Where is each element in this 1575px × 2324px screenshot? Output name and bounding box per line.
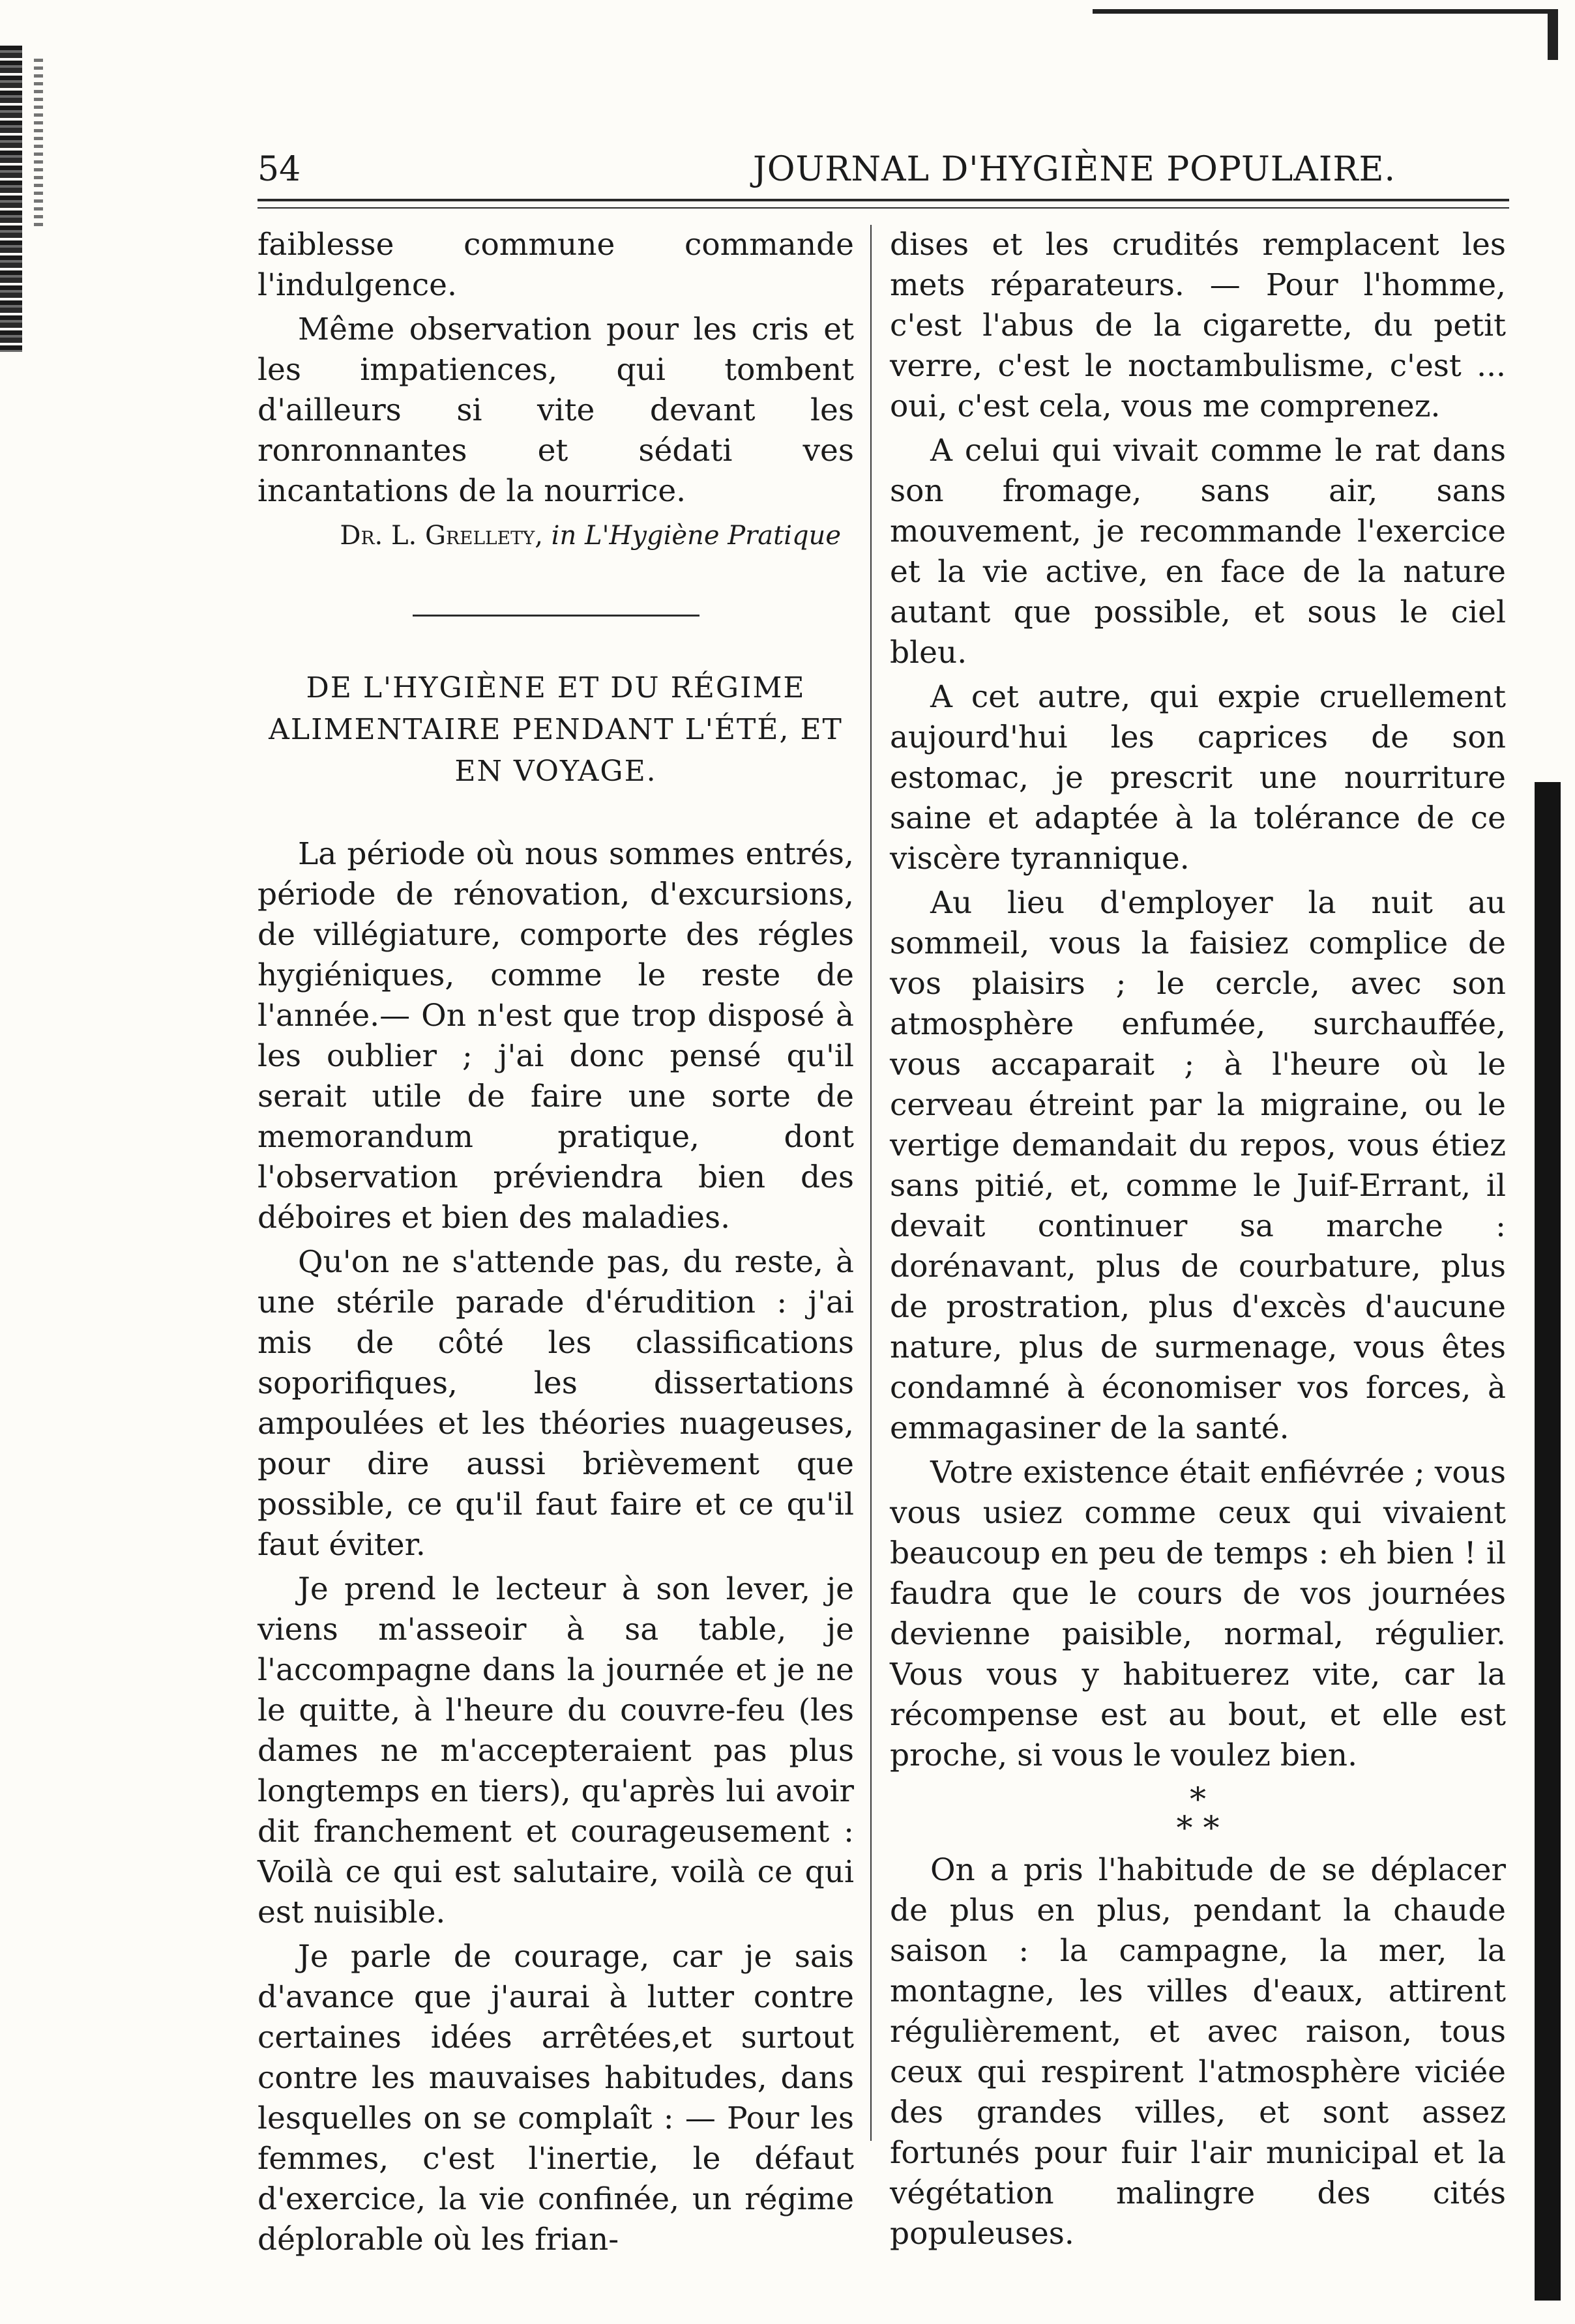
column-divider — [870, 225, 872, 2141]
page-header — [258, 137, 1509, 196]
paragraph: faiblesse commune commande l'indulgence. — [258, 227, 854, 303]
asterism-top: * — [1190, 1780, 1206, 1818]
author-name: Dr. L. Grellety, — [340, 521, 543, 551]
section-heading: DE L'HYGIÈNE ET DU RÉGIME ALIMENTAIRE PENDANT L'ÉTÉ, ET EN VOYAGE. — [269, 671, 843, 788]
scan-edge-corner — [1548, 9, 1558, 60]
paragraph: A celui qui vivait comme le rat dans son fromage, sans air, sans mouvement, je recommande l'exercice et la vie active, en face de la nature autant que possible, et sous le ciel bleu. — [890, 433, 1506, 671]
paragraph: dises et les crudités remplacent les mets réparateurs. — Pour l'homme, c'est l'abus de la cigarette, du petit verre, c'est le noctambulisme, c'est ... oui, c'est cela, vous me comprenez. — [890, 227, 1506, 424]
paragraph: Au lieu d'employer la nuit au sommeil, vous la faisiez complice de vos plaisirs ; le cercle, avec son atmosphère enfumée, surchauffée, vous accaparait ; à l'heure où le cerveau étreint par la migraine, ou le vertige demandait du repos, vous étiez sans pitié, et, comme le Juif-Errant, il devait continuer sa marche : dorénavant, plus de courbature, plus de prostration, plus d'excès d'aucune nature, plus de surmenage, vous êtes condamné à économiser vos forces, à emmagasiner de la santé. — [890, 885, 1506, 1446]
paragraph: Qu'on ne s'attende pas, du reste, à une stérile parade d'érudition : j'ai mis de côté les classifications soporifiques, les dissertations ampoulées et les théories nuageuses, pour dire aussi brièvement que possible, ce qu'il faut faire et ce qu'il faut éviter. — [258, 1244, 854, 1563]
paragraph: Je prend le lecteur à son lever, je viens m'asseoir à sa table, je l'accompagne dans la journée et je ne le quitte, à l'heure du couvre-feu (les dames ne m'accepteraient pas plus longtemps en tiers), qu'après lui avoir dit franchement et courageusement : Voilà ce qui est salutaire, voilà ce qui est nuisible. — [258, 1571, 854, 1930]
scan-edge-left — [0, 46, 22, 352]
paragraph: A cet autre, qui expie cruellement aujourd'hui les caprices de son estomac, je prescrit une nourriture saine et adaptée à la tolérance de ce viscère tyrannique. — [890, 679, 1506, 877]
page-number: 54 — [258, 150, 301, 189]
running-title: JOURNAL D'HYGIÈNE POPULAIRE. — [753, 150, 1396, 189]
asterism-bottom: * * — [1176, 1809, 1220, 1847]
scan-edge-right — [1535, 782, 1561, 2301]
header-rule-thin — [258, 207, 1509, 209]
source-name: in L'Hygiène Pratique — [551, 521, 841, 551]
scan-edge-top-right — [1093, 9, 1549, 14]
paragraph: Je parle de courage, car je sais d'avance que j'aurai à lutter contre certaines idées arrêtées,et surtout contre les mauvaises habitudes, dans lesquelles on se complaît : — Pour les femmes, c'est l'inertie, le défaut d'exercice, la vie confinée, un régime déplorable où les frian- — [258, 1939, 854, 2258]
article-signature — [258, 516, 854, 556]
left-column — [258, 225, 854, 2260]
paragraph: La période où nous sommes entrés, période de rénovation, d'excursions, de villégiature, comporte des régles hygiéniques, comme le reste de l'année.— On n'est que trop disposé à les oublier ; j'ai donc pensé qu'il serait utile de faire une sorte de memorandum pratique, dont l'observation préviendra bien des déboires et bien des maladies. — [258, 836, 854, 1236]
right-column — [890, 225, 1506, 2254]
paragraph: Même observation pour les cris et les impatiences, qui tombent d'ailleurs si vite devant les ronronnantes et sédati ves incantations de la nourrice. — [258, 312, 854, 509]
asterism — [890, 1780, 1506, 1847]
section-separator — [413, 615, 699, 617]
paragraph: On a pris l'habitude de se déplacer de plus en plus, pendant la chaude saison : la campagne, la mer, la montagne, les villes d'eaux, attirent régulièrement, et avec raison, tous ceux qui respirent l'atmosphère viciée des grandes villes, et sont assez fortunés pour fuir l'air municipal et la végétation malingre des cités populeuses. — [890, 1852, 1506, 2252]
header-rule — [258, 199, 1509, 201]
paragraph: Votre existence était enfiévrée ; vous vous usiez comme ceux qui vivaient beaucoup en peu de temps : eh bien ! il faudra que le cours de vos journées devienne paisible, normal, régulier. Vous vous y habituerez vite, car la récompense est au bout, et elle est proche, si vous le voulez bien. — [890, 1455, 1506, 1773]
scan-edge-left-marks — [34, 59, 43, 228]
